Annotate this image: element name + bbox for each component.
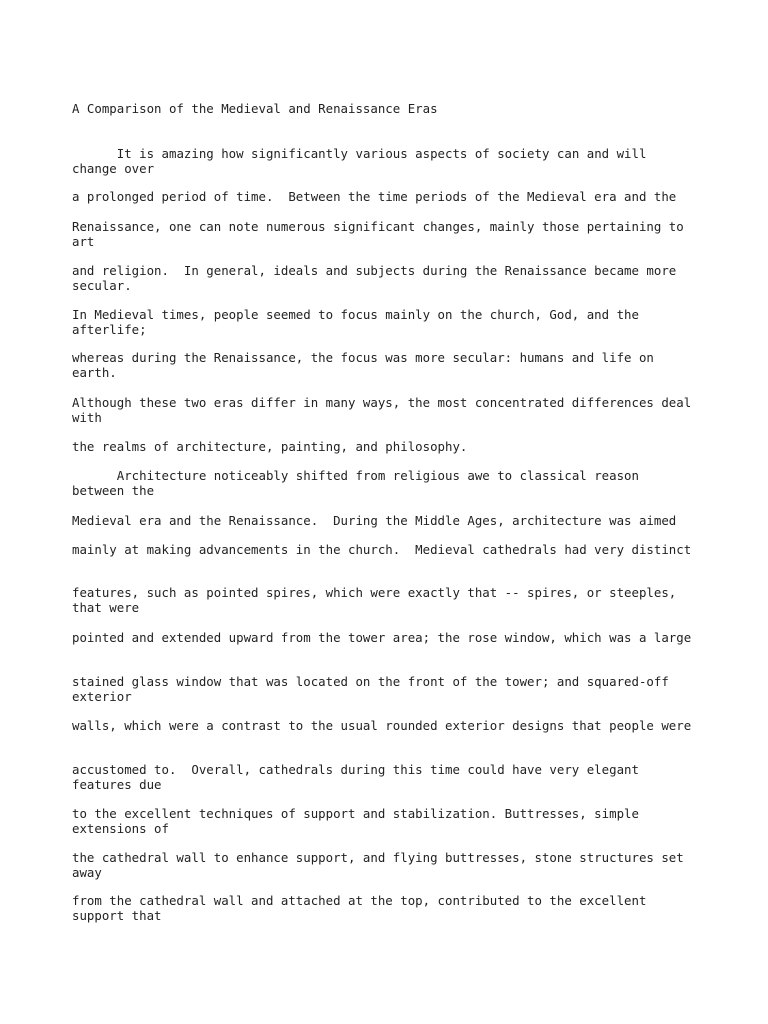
text-line: whereas during the Renaissance, the focus was more secular: humans and life on earth.: [72, 350, 654, 380]
text-line: the realms of architecture, painting, and philosophy.: [72, 439, 468, 454]
text-line: stained glass window that was located on the front of the tower; and squared-off exterior: [72, 674, 669, 704]
text-line: features, such as pointed spires, which were exactly that -- spires, or steeples, that were: [72, 585, 677, 615]
text-line: walls, which were a contrast to the usual rounded exterior designs that people were: [72, 718, 692, 733]
document-title: A Comparison of the Medieval and Renaissance Eras: [72, 101, 438, 116]
text-line: Medieval era and the Renaissance. During the Middle Ages, architecture was aimed: [72, 513, 677, 528]
text-line: and religion. In general, ideals and subjects during the Renaissance became more secular.: [72, 263, 677, 293]
text-line: Renaissance, one can note numerous significant changes, mainly those pertaining to art: [72, 219, 684, 249]
text-line: pointed and extended upward from the tower area; the rose window, which was a large: [72, 630, 692, 645]
text-line: Although these two eras differ in many ways, the most concentrated differences deal with: [72, 395, 692, 425]
text-line: accustomed to. Overall, cathedrals during this time could have very elegant features due: [72, 762, 639, 792]
text-line: a prolonged period of time. Between the time periods of the Medieval era and the: [72, 189, 677, 204]
text-line: It is amazing how significantly various aspects of society can and will change over: [72, 146, 647, 176]
text-line: to the excellent techniques of support and stabilization. Buttresses, simple extensions of: [72, 806, 639, 836]
text-line: mainly at making advancements in the church. Medieval cathedrals had very distinct: [72, 542, 692, 557]
text-line: from the cathedral wall and attached at the top, contributed to the excellent support that: [72, 893, 647, 923]
text-line: In Medieval times, people seemed to focus mainly on the church, God, and the afterlife;: [72, 307, 639, 337]
text-line: the cathedral wall to enhance support, and flying buttresses, stone structures set away: [72, 850, 684, 880]
text-line: Architecture noticeably shifted from religious awe to classical reason between the: [72, 468, 639, 498]
